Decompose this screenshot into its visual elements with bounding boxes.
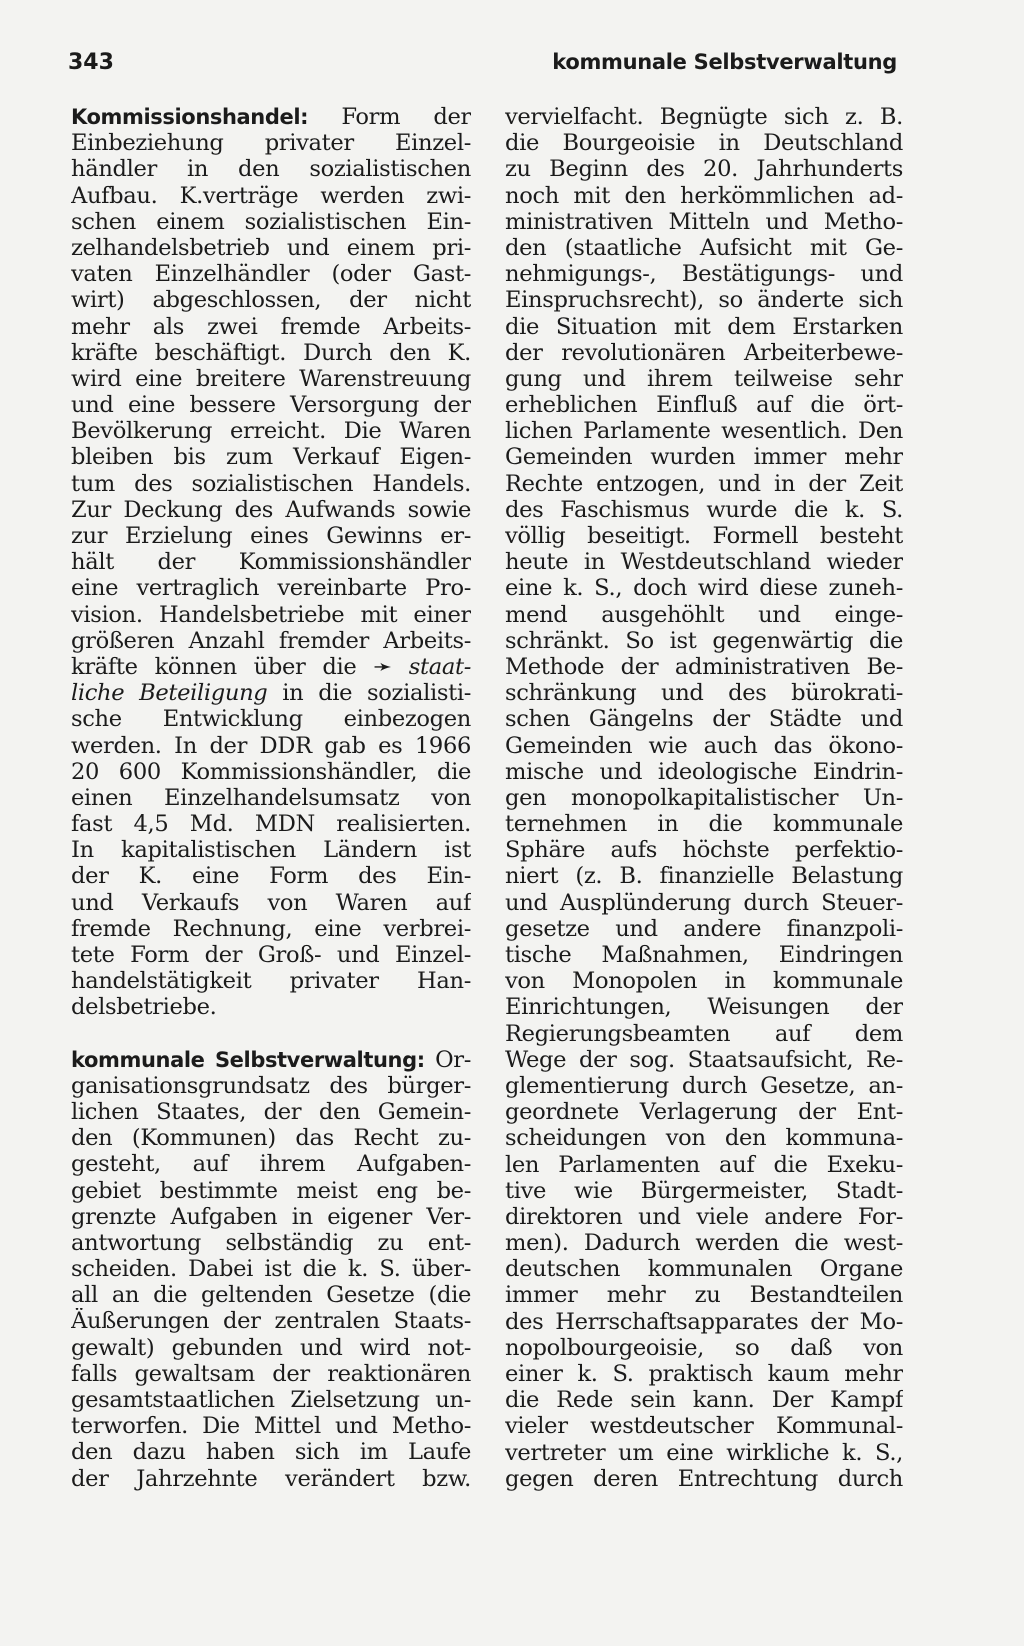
text-fragment: in die sozialisti- <box>267 680 471 707</box>
text-line: zu Beginn des 20. Jahrhunderts <box>505 156 903 183</box>
text-line: delsbetriebe. <box>71 994 217 1021</box>
text-line: schen einem sozialistischen Ein- <box>71 208 471 235</box>
text-line: vaten Einzelhändler (oder Gast- <box>71 261 471 288</box>
text-line: von Monopolen in kommunale <box>505 968 903 995</box>
text-line: erheblichen Einfluß auf die ört- <box>505 392 903 419</box>
right-column <box>505 104 903 1492</box>
text-line <box>71 654 471 680</box>
left-column <box>71 104 471 1492</box>
text-line: scheiden. Dabei ist die k. S. über- <box>71 1256 471 1283</box>
text-line: Regierungsbeamten auf dem <box>505 1020 903 1047</box>
text-line: kräfte beschäftigt. Durch den K. <box>71 339 471 366</box>
text-line: sche Entwicklung einbezogen <box>71 706 471 733</box>
text-line: gesteht, auf ihrem Aufgaben- <box>71 1151 471 1178</box>
cross-reference: staat- <box>391 653 471 680</box>
text-line: eine k. S., doch wird diese zuneh- <box>505 575 903 602</box>
entry-keyword: Kommissionshandel: <box>71 105 309 129</box>
text-line: mische und ideologische Eindrin- <box>505 758 903 785</box>
text-fragment: kräfte können über die <box>71 653 374 680</box>
text-line: schen Gängelns der Städte und <box>505 706 903 733</box>
text-line: gesetze und andere finanzpoli- <box>505 915 903 942</box>
text-line: die Rede sein kann. Der Kampf <box>505 1387 903 1414</box>
text-line: fremde Rechnung, eine verbrei- <box>71 915 471 942</box>
text-line: gegen deren Entrechtung durch <box>505 1465 903 1492</box>
entry-keyword: kommunale Selbstverwaltung: <box>71 1047 425 1072</box>
text-line: der K. eine Form des Ein- <box>71 863 471 890</box>
text-line: tive wie Bürgermeister, Stadt- <box>505 1177 903 1204</box>
text-line: vieler westdeutscher Kommunal- <box>505 1413 903 1440</box>
text-line: ternehmen in die kommunale <box>505 811 903 838</box>
text-line: den (staatliche Aufsicht mit Ge- <box>505 234 903 261</box>
text-line: lichen Parlamente wesentlich. Den <box>505 418 903 445</box>
text-line: heute in Westdeutschland wieder <box>505 549 903 576</box>
text-line: die Bourgeoisie in Deutschland <box>505 130 903 157</box>
text-line: bleiben bis zum Verkauf Eigen- <box>71 444 471 471</box>
text-line: gewalt) gebunden und wird not- <box>71 1334 471 1361</box>
text-line: antwortung selbständig zu ent- <box>71 1229 471 1256</box>
text-line: tete Form der Groß- und Einzel- <box>71 942 471 968</box>
arrow-icon: ➛ <box>373 653 392 680</box>
text-line: In kapitalistischen Ländern ist <box>71 837 471 864</box>
text-line: Gemeinden wie auch das ökono- <box>505 732 903 759</box>
text-line: den (Kommunen) das Recht zu- <box>71 1125 471 1152</box>
text-line: fast 4,5 Md. MDN realisierten. <box>71 811 471 838</box>
text-line: der revolutionären Arbeiterbewe- <box>505 339 903 366</box>
text-line: werden. In der DDR gab es 1966 <box>71 732 471 759</box>
text-line: Wege der sog. Staatsaufsicht, Re- <box>505 1046 903 1073</box>
text-line: und eine bessere Versorgung der <box>71 392 471 419</box>
text-line: Methode der administrativen Be- <box>505 653 903 680</box>
text-line: vision. Handelsbetriebe mit einer <box>71 601 471 628</box>
text-line: tum des sozialistischen Handels. <box>71 470 471 497</box>
running-title: kommunale Selbstverwaltung <box>552 50 897 74</box>
text-line: Rechte entzogen, und in der Zeit <box>505 470 903 497</box>
entry-text: Form der <box>308 104 471 130</box>
text-line: deutschen kommunalen Organe <box>505 1256 903 1283</box>
entry-heading-line <box>71 1047 471 1073</box>
text-line: wird eine breitere Warenstreuung <box>71 365 471 392</box>
text-line: Einspruchsrecht), so änderte sich <box>505 287 903 314</box>
text-line: zelhandelsbetrieb und einem pri- <box>71 234 471 261</box>
text-line: Zur Deckung des Aufwands sowie <box>71 496 471 523</box>
text-line: men). Dadurch werden die west- <box>505 1230 903 1257</box>
text-line: nehmigungs-, Bestätigungs- und <box>505 261 903 288</box>
text-line: die Situation mit dem Erstarken <box>505 313 903 340</box>
text-line: größeren Anzahl fremder Arbeits- <box>71 627 471 654</box>
text-line: gesamtstaatlichen Zielsetzung un- <box>71 1387 471 1413</box>
text-line: Aufbau. K.verträge werden zwi- <box>71 182 471 209</box>
cross-reference: liche Beteiligung <box>71 680 268 707</box>
text-line: und Ausplünderung durch Steuer- <box>505 889 903 916</box>
text-line: schränkung und des bürokrati- <box>505 680 903 707</box>
text-line: direktoren und viele andere For- <box>505 1203 903 1230</box>
text-line: scheidungen von den kommuna- <box>505 1125 903 1152</box>
text-line: mehr als zwei fremde Arbeits- <box>71 313 471 340</box>
text-line: den dazu haben sich im Laufe <box>71 1439 471 1466</box>
text-line: völlig beseitigt. Formell besteht <box>505 523 903 549</box>
text-line: der Jahrzehnte verändert bzw. <box>71 1465 471 1492</box>
entry-text: Or- <box>424 1046 471 1073</box>
entry-spacer <box>71 1021 471 1047</box>
text-line: hält der Kommissionshändler <box>71 549 471 576</box>
text-line: Äußerungen der zentralen Staats- <box>71 1308 471 1335</box>
text-line: vertreter um eine wirkliche k. S., <box>505 1439 903 1466</box>
text-line: nopolbourgeoisie, so daß von <box>505 1334 903 1361</box>
text-line: noch mit den herkömmlichen ad- <box>505 182 903 209</box>
text-line: Einbeziehung privater Einzel- <box>71 130 471 157</box>
text-line: 20 600 Kommissionshändler, die <box>71 758 471 785</box>
text-line: terworfen. Die Mittel und Metho- <box>71 1413 471 1440</box>
text-line: und Verkaufs von Waren auf <box>71 889 471 916</box>
text-line: gen monopolkapitalistischer Un- <box>505 784 903 811</box>
page-number: 343 <box>68 50 114 75</box>
text-line: grenzte Aufgaben in eigener Ver- <box>71 1203 471 1230</box>
text-line: immer mehr zu Bestandteilen <box>505 1282 903 1309</box>
text-line: tische Maßnahmen, Eindringen <box>505 942 903 968</box>
text-line: lichen Staates, der den Gemein- <box>71 1098 471 1125</box>
text-line: ministrativen Mitteln und Metho- <box>505 208 903 235</box>
text-line: mend ausgehöhlt und einge- <box>505 601 903 628</box>
text-line: Einrichtungen, Weisungen der <box>505 994 903 1021</box>
text-line: niert (z. B. finanzielle Belastung <box>505 863 903 890</box>
text-line: gung und ihrem teilweise sehr <box>505 365 903 392</box>
text-line: all an die geltenden Gesetze (die <box>71 1282 471 1309</box>
text-line: geordnete Verlagerung der Ent- <box>505 1099 903 1126</box>
text-line: len Parlamenten auf die Exeku- <box>505 1151 903 1178</box>
text-line: handelstätigkeit privater Han- <box>71 968 471 995</box>
text-line: ganisationsgrundsatz des bürger- <box>71 1072 471 1099</box>
text-line: Bevölkerung erreicht. Die Waren <box>71 418 471 445</box>
text-line: zur Erzielung eines Gewinns er- <box>71 523 471 549</box>
text-line: Sphäre aufs höchste perfektio- <box>505 837 903 864</box>
entry-heading-line <box>71 104 471 130</box>
text-line <box>71 680 471 706</box>
text-line: des Faschismus wurde die k. S. <box>505 496 903 523</box>
text-line: händler in den sozialistischen <box>71 156 471 183</box>
text-line: gebiet bestimmte meist eng be- <box>71 1177 471 1204</box>
text-line: schränkt. So ist gegenwärtig die <box>505 627 903 654</box>
text-line: Gemeinden wurden immer mehr <box>505 444 903 471</box>
text-line: eine vertraglich vereinbarte Pro- <box>71 575 471 602</box>
text-line: des Herrschaftsapparates der Mo- <box>505 1308 903 1335</box>
text-line: einen Einzelhandelsumsatz von <box>71 784 471 811</box>
text-line: einer k. S. praktisch kaum mehr <box>505 1361 903 1387</box>
text-line: wirt) abgeschlossen, der nicht <box>71 287 471 314</box>
text-line: glementierung durch Gesetze, an- <box>505 1072 903 1099</box>
text-line: vervielfacht. Begnügte sich z. B. <box>505 104 903 130</box>
text-line: falls gewaltsam der reaktionären <box>71 1360 471 1387</box>
